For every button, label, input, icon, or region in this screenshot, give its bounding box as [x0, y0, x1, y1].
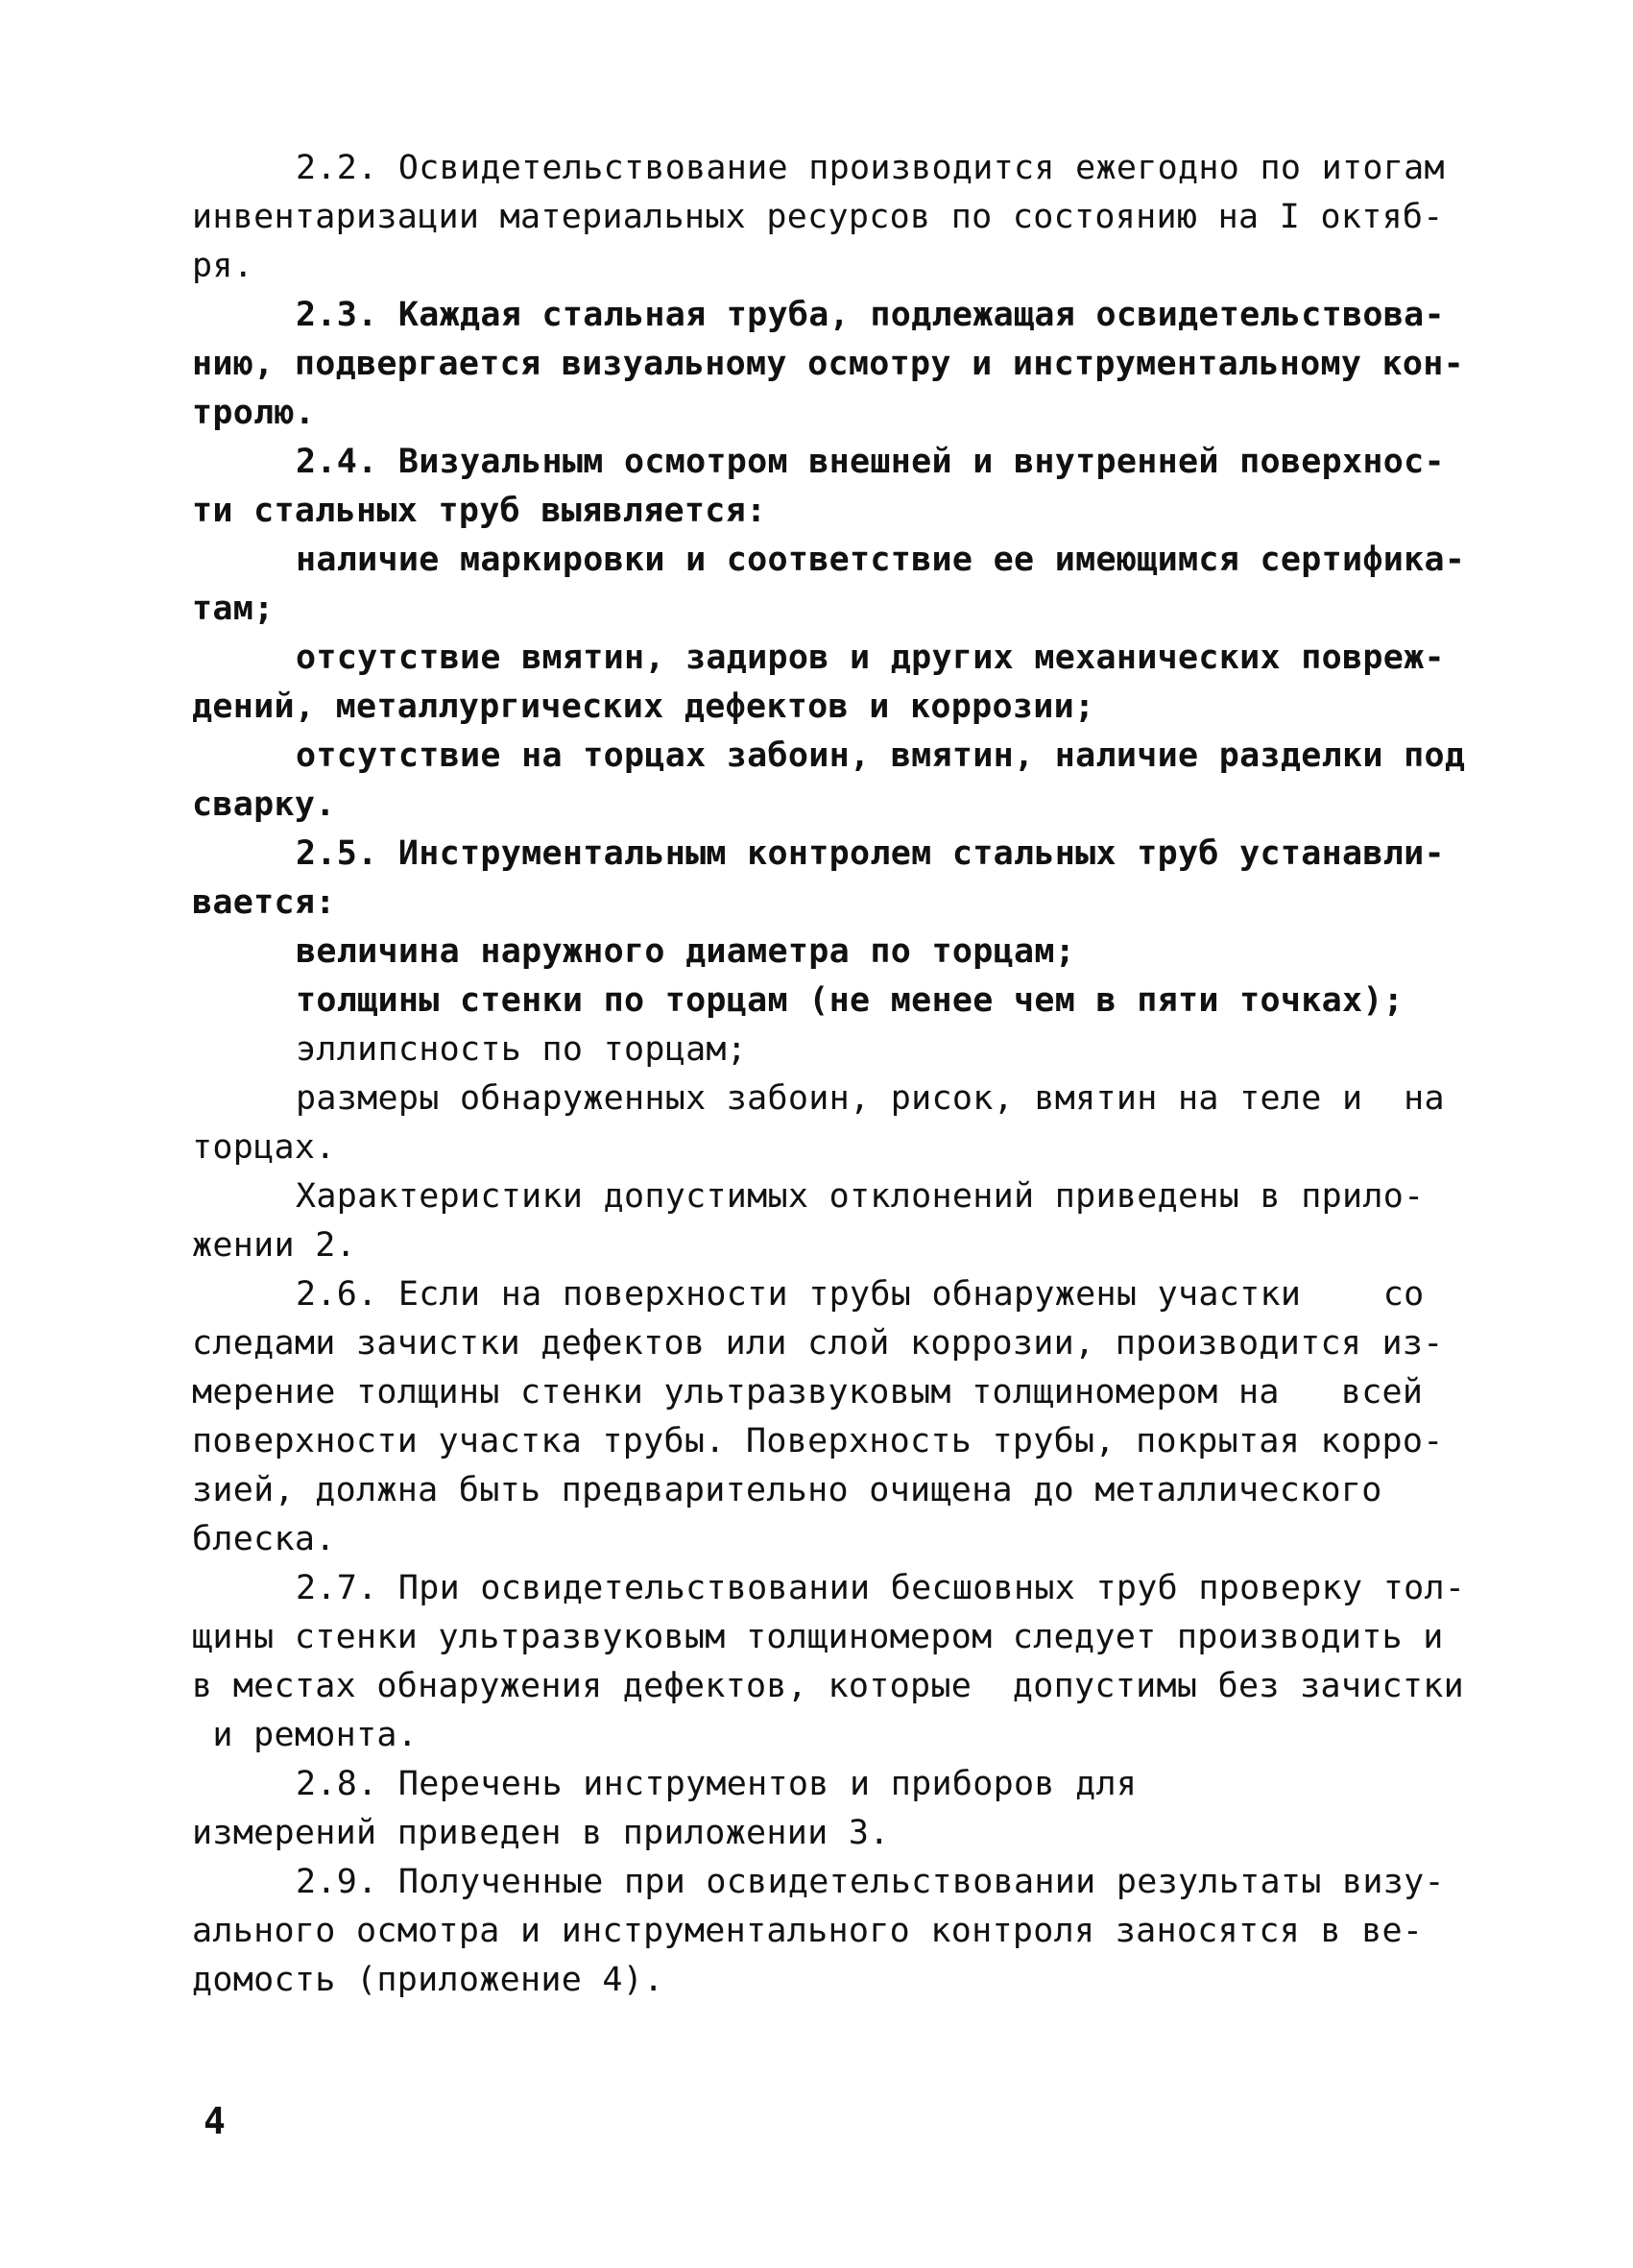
paragraph-2-9-line-1: 2.9. Полученные при освидетельствовании результаты визу-	[296, 1863, 1445, 1901]
list-item-defect-sizes-line-2: торцах.	[192, 1128, 336, 1167]
paragraph-2-3-line-1: 2.3. Каждая стальная труба, подлежащая освидетельствова-	[296, 296, 1445, 334]
list-item-marking-line-1: наличие маркировки и соответствие ее имеющимся сертифика-	[296, 541, 1466, 579]
list-item-defect-sizes-line-1: размеры обнаруженных забоин, рисок, вмятин на теле и на	[296, 1079, 1445, 1118]
paragraph-2-7-line-1: 2.7. При освидетельствовании бесшовных труб проверку тол-	[296, 1569, 1466, 1607]
list-item-damage-line-1: отсутствие вмятин, задиров и других механических повреж-	[296, 639, 1445, 677]
paragraph-2-3-line-3: тролю.	[192, 394, 316, 432]
paragraph-2-2-line-3: ря.	[192, 247, 254, 285]
list-item-wall-thickness: толщины стенки по торцам (не менее чем в пяти точках);	[296, 981, 1405, 1020]
paragraph-2-4-line-1: 2.4. Визуальным осмотром внешней и внутренней поверхнос-	[296, 443, 1445, 481]
document-body	[192, 144, 1466, 2005]
list-item-marking-line-2: там;	[192, 590, 275, 628]
paragraph-2-2-line-2: инвентаризации материальных ресурсов по состоянию на I октяб-	[192, 198, 1444, 236]
paragraph-2-8-line-2: измерений приведен в приложении 3.	[192, 1814, 890, 1852]
appendix-2-reference-line-2: жении 2.	[192, 1226, 356, 1265]
paragraph-2-3-line-2: нию, подвергается визуальному осмотру и инструментальному кон-	[192, 345, 1465, 383]
paragraph-2-9-line-2: ального осмотра и инструментального контроля заносятся в ве-	[192, 1912, 1424, 1950]
paragraph-2-6-line-1: 2.6. Если на поверхности трубы обнаружены участки со	[296, 1275, 1425, 1314]
appendix-2-reference-line-1: Характеристики допустимых отклонений приведены в прило-	[296, 1177, 1425, 1216]
paragraph-2-4-line-2: ти стальных труб выявляется:	[192, 492, 767, 530]
list-item-ends-line-1: отсутствие на торцах забоин, вмятин, наличие разделки под	[296, 736, 1466, 775]
list-item-diameter: величина наружного диаметра по торцам;	[296, 932, 1076, 971]
paragraph-2-5-line-2: вается:	[192, 883, 336, 922]
paragraph-2-9-line-3: домость (приложение 4).	[192, 1961, 664, 1999]
paragraph-2-7-line-3: в местах обнаружения дефектов, которые допустимы без зачистки	[192, 1667, 1465, 1705]
list-item-damage-line-2: дений, металлургических дефектов и коррозии;	[192, 688, 1095, 726]
list-item-ends-line-2: сварку.	[192, 785, 336, 824]
list-item-ellipticity: эллипсность по торцам;	[296, 1030, 748, 1069]
page-number: 4	[204, 2100, 226, 2142]
paragraph-2-7-line-4: и ремонта.	[192, 1716, 419, 1754]
paragraph-2-8-line-1: 2.8. Перечень инструментов и приборов для	[296, 1765, 1138, 1803]
paragraph-2-5-line-1: 2.5. Инструментальным контролем стальных труб устанавли-	[296, 834, 1445, 873]
paragraph-2-2-line-1: 2.2. Освидетельствование производится ежегодно по итогам	[296, 149, 1445, 187]
paragraph-2-6-line-4: поверхности участка трубы. Поверхность трубы, покрытая корро-	[192, 1422, 1444, 1460]
paragraph-2-7-line-2: щины стенки ультразвуковым толщиномером следует производить и	[192, 1618, 1444, 1656]
paragraph-2-6-line-6: блеска.	[192, 1520, 336, 1558]
paragraph-2-6-line-3: мерение толщины стенки ультразвуковым толщиномером на всей	[192, 1373, 1424, 1411]
paragraph-2-6-line-2: следами зачистки дефектов или слой коррозии, производится из-	[192, 1324, 1444, 1363]
paragraph-2-6-line-5: зией, должна быть предварительно очищена до металлического	[192, 1471, 1382, 1509]
